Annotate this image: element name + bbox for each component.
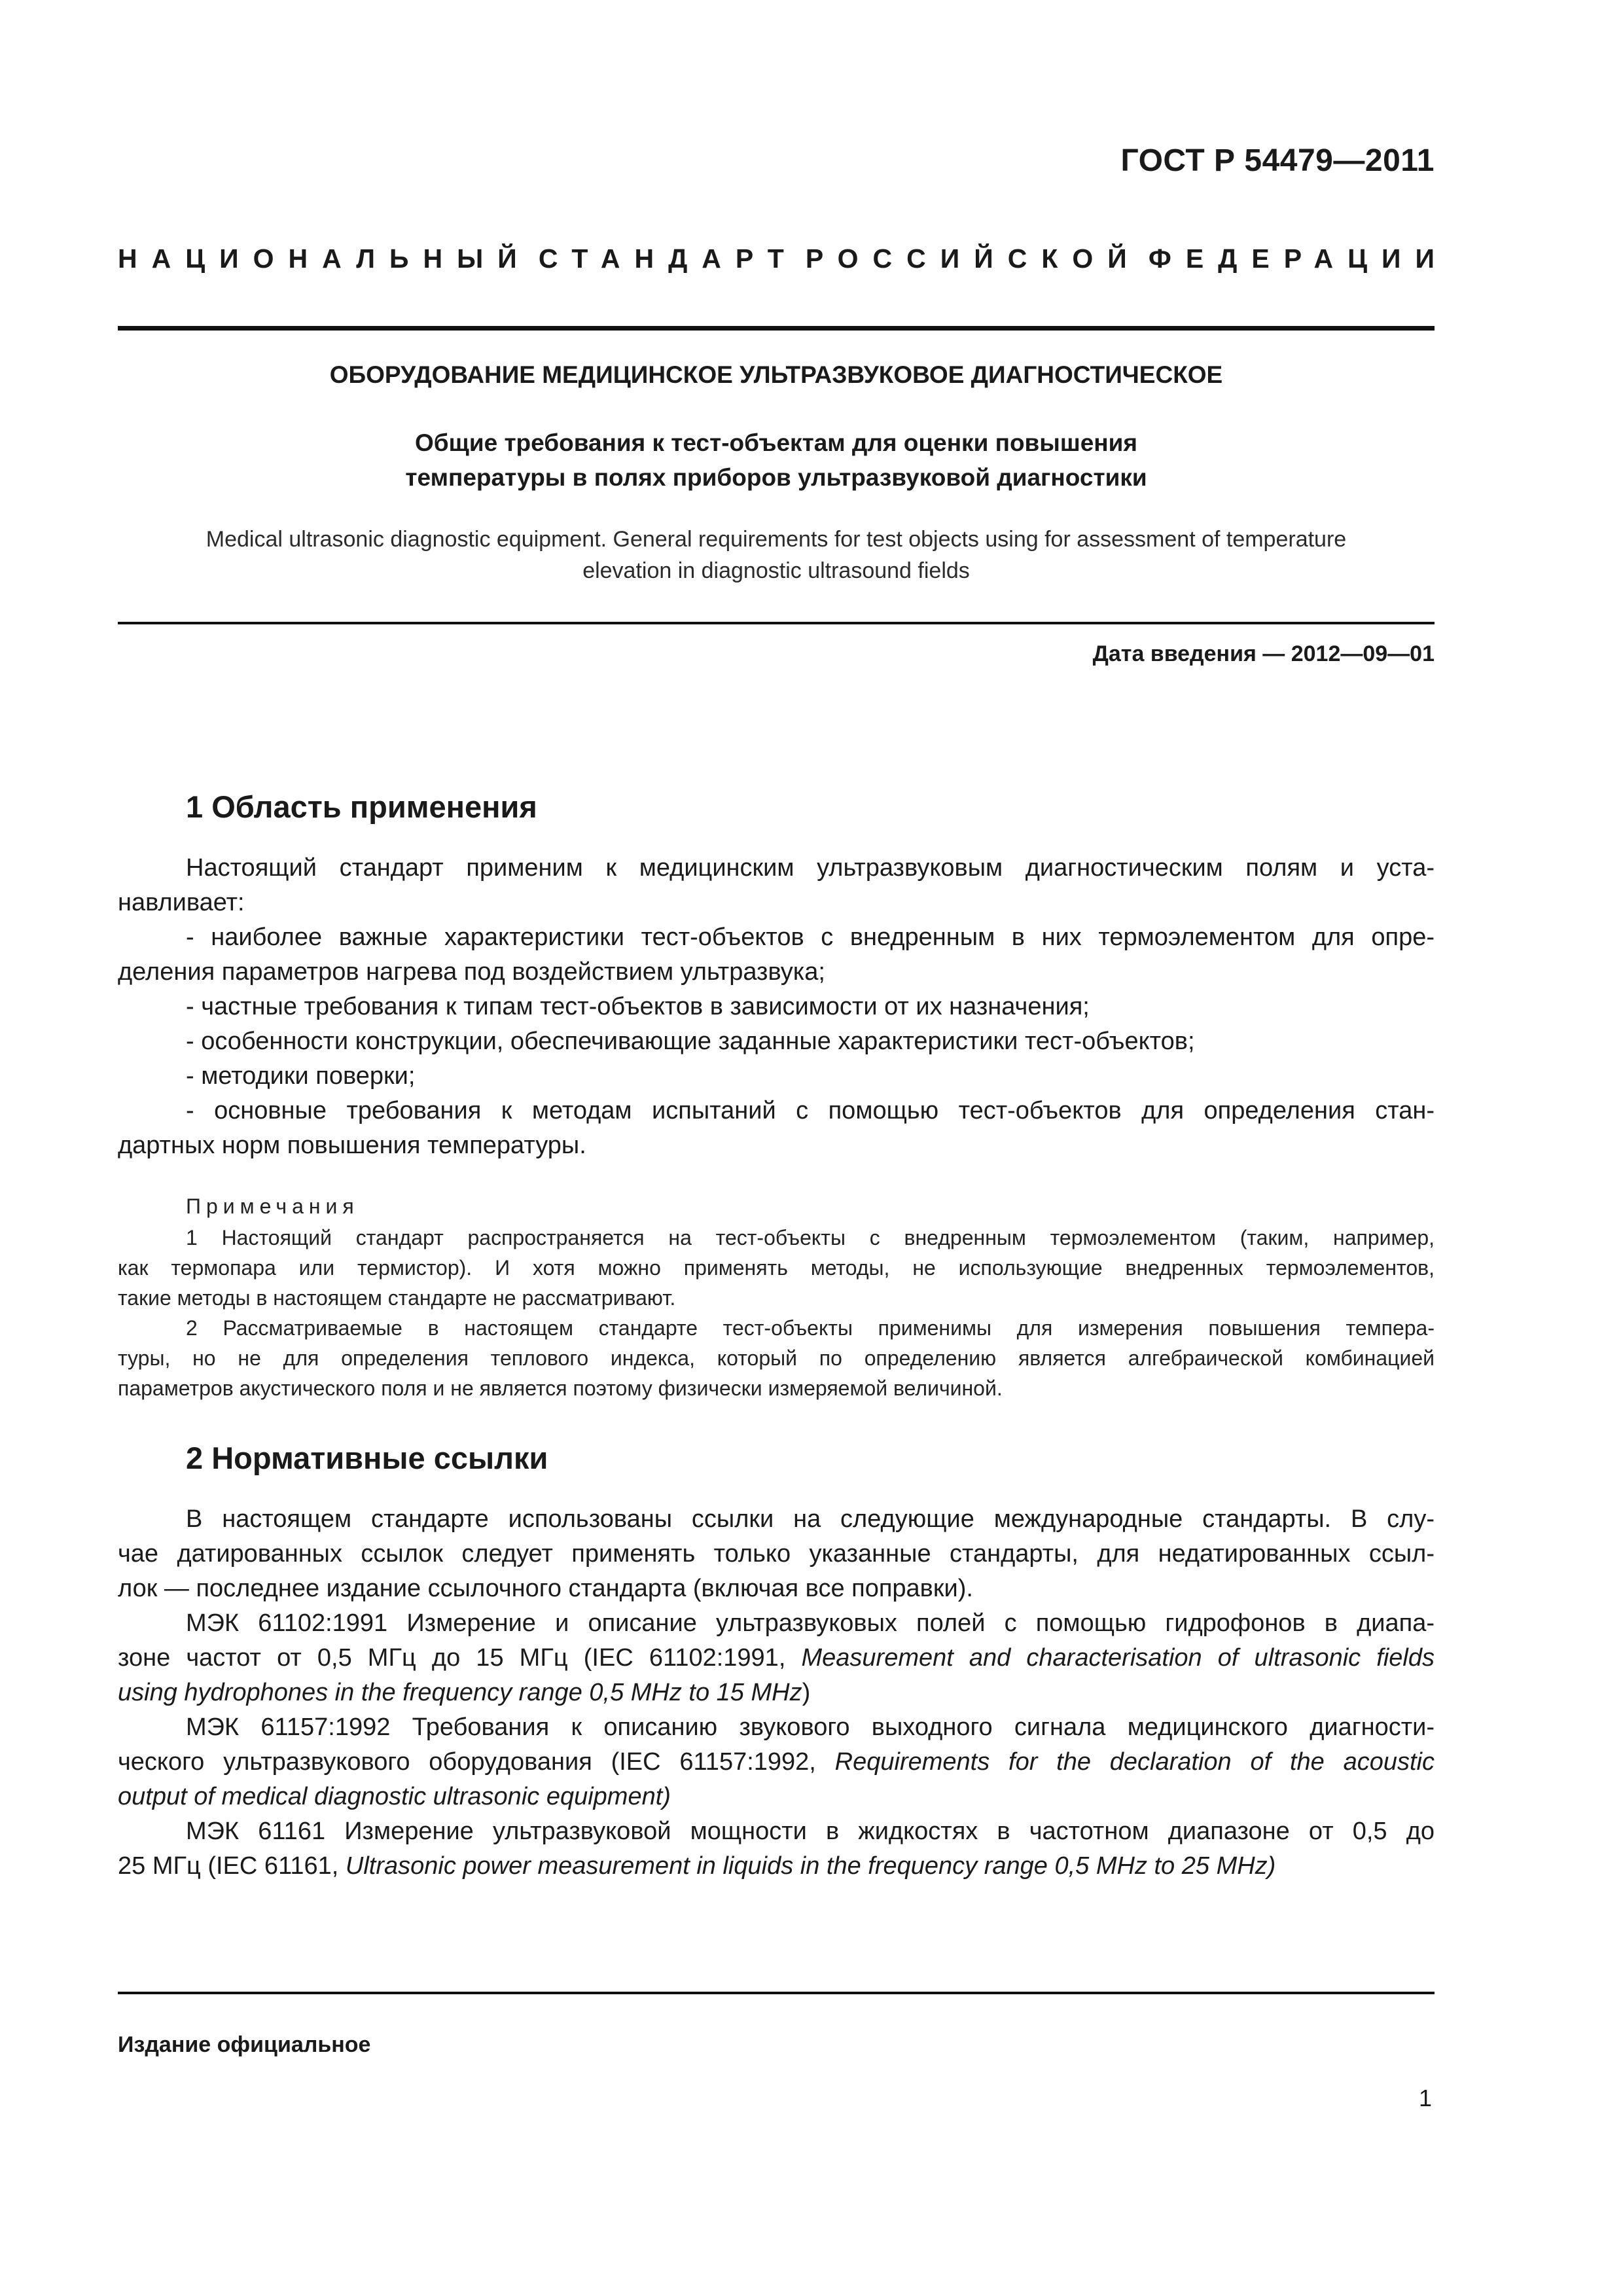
notes-body <box>118 1223 1435 1403</box>
scope-list-item: - основные требования к методам испытаний с помощью тест-объектов для определения стан- <box>186 1097 1435 1124</box>
reference-text: зоне частот от 0,5 МГц до 15 МГц (IEC 61102:1991, <box>118 1644 802 1672</box>
national-standard-word: ФЕДЕРАЦИИ <box>1148 243 1449 274</box>
english-title <box>118 524 1435 586</box>
scope-body <box>118 851 1435 1163</box>
notes-title: Примечания <box>186 1194 359 1218</box>
scope-line: навливает: <box>118 889 245 916</box>
header-divider <box>118 326 1435 331</box>
note-line: туры, но не для определения теплового индекса, который по определению является алгебраической комбинацией <box>118 1346 1435 1370</box>
scope-list-item: - методики поверки; <box>186 1062 416 1090</box>
reference-iec-61161-line <box>118 1849 1435 1884</box>
scope-list-item: - частные требования к типам тест-объектов в зависимости от их назначения; <box>186 993 1090 1020</box>
section-heading-scope: 1 Область применения <box>186 789 537 824</box>
reference-iec-61102-line <box>118 1676 1435 1710</box>
edition-label: Издание официальное <box>118 2032 371 2057</box>
reference-iec-61157-line: МЭК 61157:1992 Требования к описанию звукового выходного сигнала медицинского диагности- <box>186 1713 1435 1741</box>
national-standard-word: РОССИЙСКОЙ <box>805 243 1141 274</box>
references-intro-line: В настоящем стандарте использованы ссылки на следующие международные стандарты. В слу- <box>186 1505 1435 1533</box>
section-heading-normative-references: 2 Нормативные ссылки <box>186 1441 548 1475</box>
national-standard-word: СТАНДАРТ <box>538 243 798 274</box>
reference-text: 25 МГц (IEC 61161, <box>118 1852 346 1880</box>
references-intro-line: лок — последнее издание ссылочного стандарта (включая все поправки). <box>118 1575 973 1602</box>
scope-list-item: - наиболее важные характеристики тест-объектов с внедренным в них термоэлементом для опре- <box>186 924 1435 951</box>
reference-title-en: Ultrasonic power measurement in liquids in the frequency range 0,5 MHz to 25 MHz) <box>345 1852 1276 1880</box>
english-title-line: elevation in diagnostic ultrasound fields <box>582 558 970 583</box>
reference-text: ) <box>802 1679 811 1706</box>
reference-title-en: Measurement and characterisation of ultrasonic fields <box>801 1644 1435 1672</box>
reference-title-en: using hydrophones in the frequency range 0,5 MHz to 15 MHz <box>118 1679 802 1706</box>
reference-iec-61157-line: output of medical diagnostic ultrasonic equipment) <box>118 1783 671 1810</box>
national-standard-word: НАЦИОНАЛЬНЫЙ <box>118 243 531 274</box>
note-line: параметров акустического поля и не является поэтому физически измеряемой величиной. <box>118 1376 1003 1400</box>
reference-iec-61102-line <box>118 1641 1435 1676</box>
main-title: ОБОРУДОВАНИЕ МЕДИЦИНСКОЕ УЛЬТРАЗВУКОВОЕ ДИАГНОСТИЧЕСКОЕ <box>329 361 1223 388</box>
reference-title-en: Requirements for the declaration of the acoustic <box>834 1748 1435 1776</box>
page-number: 1 <box>1418 2085 1432 2111</box>
subtitle-line: температуры в полях приборов ультразвуковой диагностики <box>405 464 1147 491</box>
scope-line: дартных норм повышения температуры. <box>118 1132 586 1159</box>
subtitle <box>118 425 1435 495</box>
scope-line: Настоящий стандарт применим к медицинским ультразвуковым диагностическим полям и уста- <box>186 854 1435 882</box>
footer-divider <box>118 1992 1435 1994</box>
scope-list-item: - особенности конструкции, обеспечивающие заданные характеристики тест-объектов; <box>186 1028 1195 1055</box>
reference-iec-61157-line <box>118 1745 1435 1780</box>
note-line: такие методы в настоящем стандарте не рассматривают. <box>118 1286 676 1310</box>
national-standard-title <box>118 243 1449 274</box>
title-divider <box>118 622 1435 624</box>
note-line: как термопара или термистор). И хотя можно применять методы, не использующие внедренных термоэлементов, <box>118 1256 1435 1280</box>
note-line: 2 Рассматриваемые в настоящем стандарте тест-объекты применимы для измерения повышения темпера- <box>186 1316 1435 1340</box>
introduction-date: Дата введения — 2012—09—01 <box>1092 641 1435 666</box>
note-line: 1 Настоящий стандарт распространяется на тест-объекты с внедренным термоэлементом (таким, например, <box>186 1226 1435 1249</box>
reference-iec-61161-line: МЭК 61161 Измерение ультразвуковой мощности в жидкостях в частотном диапазоне от 0,5 до <box>186 1818 1435 1845</box>
reference-iec-61102-line: МЭК 61102:1991 Измерение и описание ультразвуковых полей с помощью гидрофонов в диапа- <box>186 1609 1435 1637</box>
references-body <box>118 1502 1435 1884</box>
standard-number: ГОСТ Р 54479—2011 <box>1120 143 1435 178</box>
reference-text: ческого ультразвукового оборудования (IEC 61157:1992, <box>118 1748 835 1776</box>
subtitle-line: Общие требования к тест-объектам для оценки повышения <box>414 429 1137 456</box>
references-intro-line: чае датированных ссылок следует применять только указанные стандарты, для недатированных ссыл- <box>118 1540 1435 1568</box>
scope-line: деления параметров нагрева под воздействием ультразвука; <box>118 958 825 986</box>
english-title-line: Medical ultrasonic diagnostic equipment. General requirements for test objects using for assessment of temperature <box>205 527 1347 552</box>
